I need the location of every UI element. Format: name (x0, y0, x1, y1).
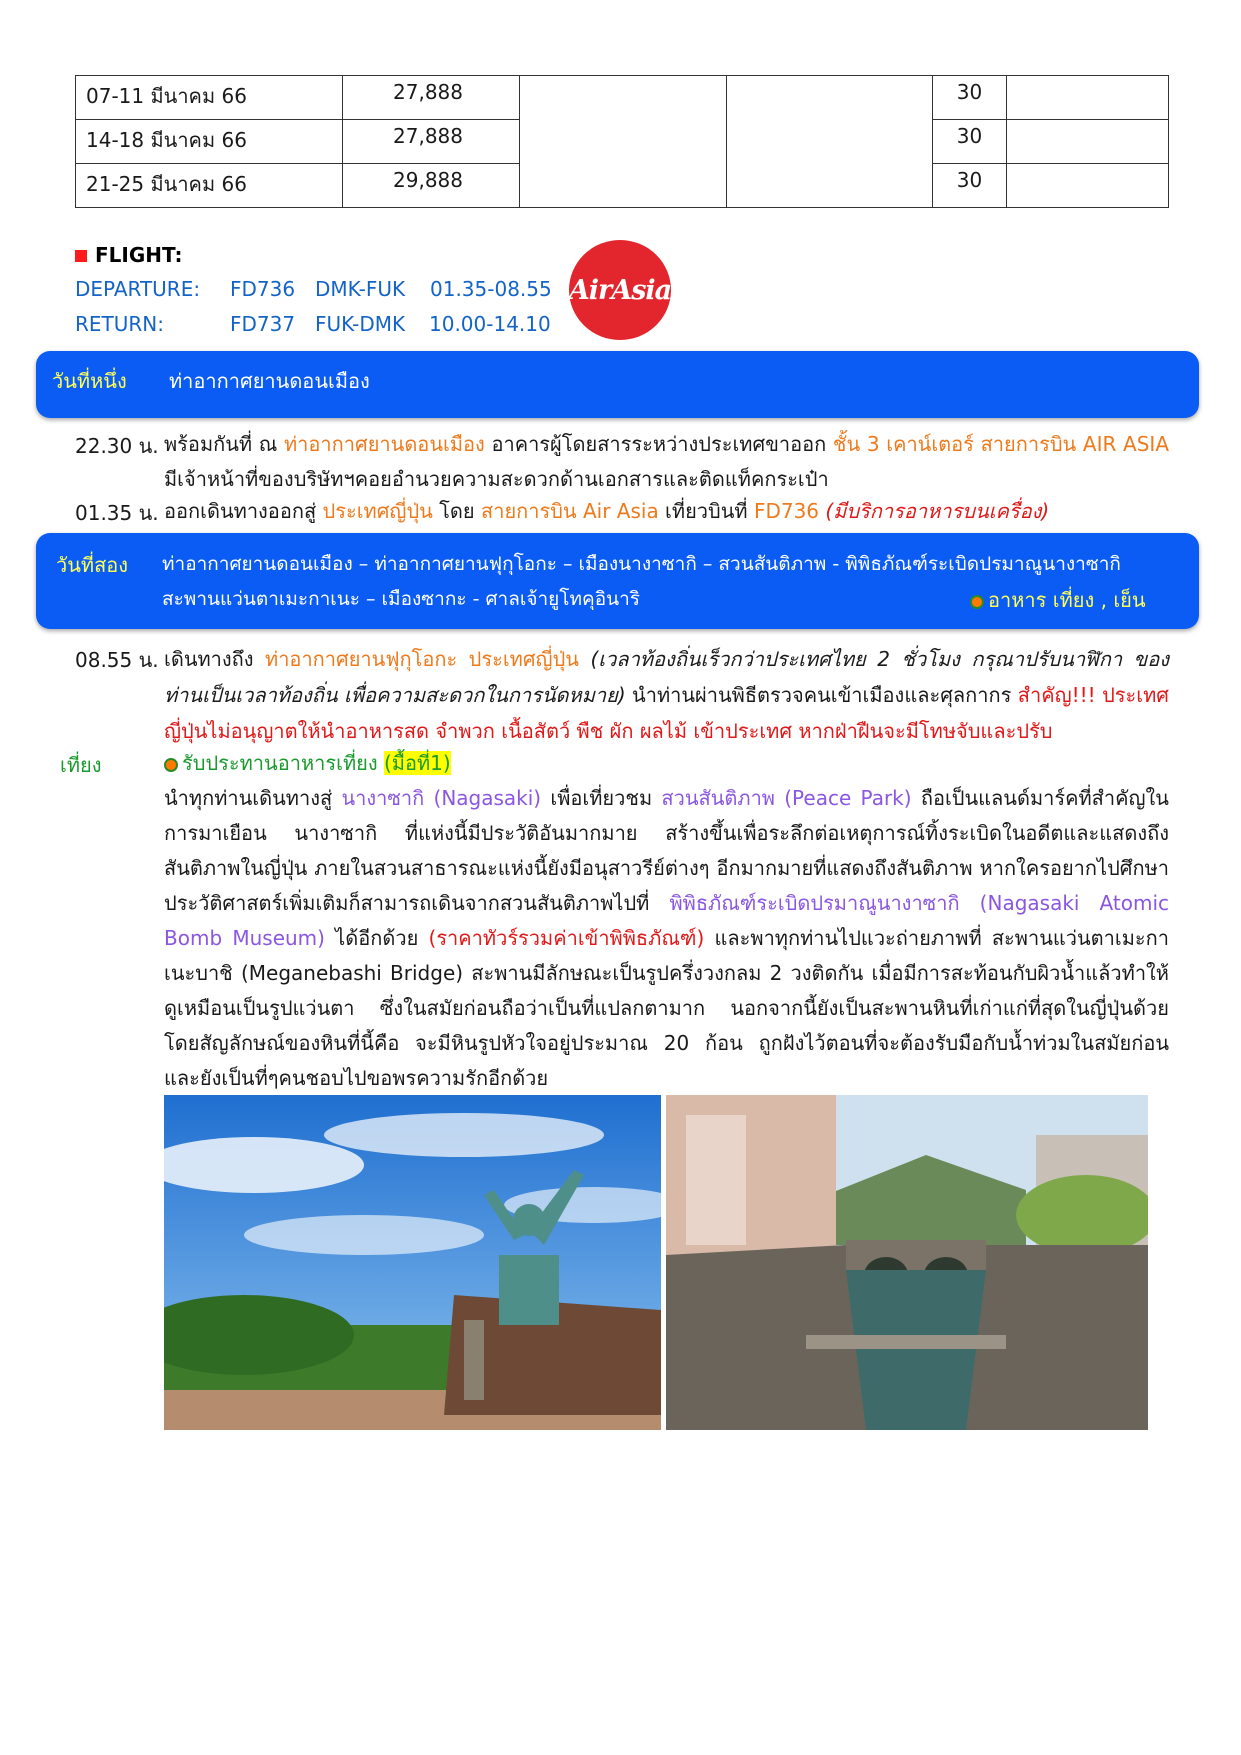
day2-title-line2: สะพานแว่นตาเมะกาเนะ – เมืองซากะ - ศาลเจ้ายูโทคุอินาริ (162, 588, 640, 610)
day1-title: ท่าอากาศยานดอนเมือง (169, 369, 370, 393)
day2-title-line1: ท่าอากาศยานดอนเมือง – ท่าอากาศยานฟุกุโอกะ – เมืองนางาซากิ – สวนสันติภาพ - พิพิธภัณฑ์ระเบิดปรมาณูนางาซากิ (162, 553, 1121, 575)
return-time: 10.00-14.10 (429, 312, 551, 336)
date-cell: 07-11 มีนาคม 66 (76, 76, 343, 120)
day1-banner (36, 351, 1199, 418)
status-cell (1007, 76, 1169, 120)
departure-route: DMK-FUK (315, 277, 406, 301)
itinerary-paragraph: เดินทางถึง ท่าอากาศยานฟุกุโอกะ ประเทศญี่ปุ่น (เวลาท้องถิ่นเร็วกว่าประเทศไทย 2 ชั่วโมง กรุณาปรับนาฬิกา ของท่านเป็นเวลาท้องถิ่น เพื่อความสะดวกในการนัดหมาย) นำท่านผ่านพิธีตรวจคนเข้าเมืองและศุลกากร สำคัญ!!! ประเทศญี่ปุ่นไม่อนุญาตให้นำอาหารสด จำพวก เนื้อสัตว์ พืช ผัก ผลไม้ เข้าประเทศ หากฝ่าฝืนจะมีโทษจับและปรับ (164, 647, 1170, 743)
day2-label: วันที่สอง (56, 553, 129, 577)
seats-cell: 30 (933, 164, 1007, 208)
merged-cell (520, 76, 727, 208)
time-label: 08.55 น. (75, 648, 159, 672)
time-label: 01.35 น. (75, 501, 159, 525)
departure-label: DEPARTURE: (75, 277, 201, 301)
departure-flight-no: FD736 (230, 277, 296, 301)
price-cell: 27,888 (343, 120, 520, 164)
return-flight-no: FD737 (230, 312, 296, 336)
lunch-time-label: เที่ยง (60, 753, 102, 777)
time-label: 22.30 น. (75, 434, 159, 458)
return-label: RETURN: (75, 312, 164, 336)
flight-heading: FLIGHT: (75, 243, 183, 267)
price-table (75, 75, 1169, 208)
status-cell (1007, 164, 1169, 208)
merged-cell (727, 76, 933, 208)
peace-park-photo (164, 1095, 661, 1430)
peace-park-illustration (164, 1095, 661, 1430)
price-cell: 29,888 (343, 164, 520, 208)
seats-cell: 30 (933, 76, 1007, 120)
bullet-square-icon (75, 250, 87, 262)
price-cell: 27,888 (343, 76, 520, 120)
table-row (76, 76, 1169, 120)
date-cell: 14-18 มีนาคม 66 (76, 120, 343, 164)
return-route: FUK-DMK (315, 312, 406, 336)
date-cell: 21-25 มีนาคม 66 (76, 164, 343, 208)
day2-meals: อาหาร เที่ยง , เย็น (970, 584, 1146, 616)
day1-label: วันที่หนึ่ง (52, 369, 127, 393)
day2-banner (36, 533, 1199, 629)
lunch-line: รับประทานอาหารเที่ยง (มื้อที่1) (164, 746, 1169, 781)
itinerary-paragraph: พร้อมกันที่ ณ ท่าอากาศยานดอนเมือง อาคารผู้โดยสารระหว่างประเทศขาออก ชั้น 3 เคาน์เตอร์ สายการบิน AIR ASIA มีเจ้าหน้าที่ของบริษัทฯคอยอำนวยความสะดวกด้านเอกสารและติดแท็คกระเป๋า (164, 432, 1169, 491)
itinerary-paragraph: ออกเดินทางออกสู่ ประเทศญี่ปุ่น โดย สายการบิน Air Asia เที่ยวบินที่ FD736 (มีบริการอาหารบนเครื่อง) (164, 499, 1050, 523)
meal-icon (970, 595, 984, 609)
seats-cell: 30 (933, 120, 1007, 164)
meal-number-badge: (มื้อที่1) (383, 751, 451, 775)
bridge-illustration (666, 1095, 1148, 1430)
meganebashi-bridge-photo (666, 1095, 1148, 1430)
description-paragraph: นำทุกท่านเดินทางสู่ นางาซากิ (Nagasaki) เพื่อเที่ยวชม สวนสันติภาพ (Peace Park) ถือเป็นแลนด์มาร์คที่สำคัญในการมาเยือน นางาซากิ ที่แห่งนี้มีประวัติอันมากมาย สร้างขึ้นเพื่อระลึกต่อเหตุการณ์ทิ้งระเบิดในอดีตและแสดงถึงสันติภาพในญี่ปุ่น ภายในสวนสาธารณะแห่งนี้ยังมีอนุสาวรีย์ต่างๆ อีกมากมายที่แสดงถึงสันติภาพ หากใครอยากไปศึกษาประวัติศาสตร์เพิ่มเติมก็สามารถเดินจากสวนสันติภาพไปที่ พิพิธภัณฑ์ระเบิดปรมาณูนางาซากิ (Nagasaki Atomic Bomb Museum) ได้อีกด้วย (ราคาทัวร์รวมค่าเข้าพิพิธภัณฑ์) และพาทุกท่านไปแวะถ่ายภาพที่ สะพานแว่นตาเมะกาเนะบาชิ (Meganebashi Bridge) สะพานมีลักษณะเป็นรูปครึ่งวงกลม 2 วงติดกัน เมื่อมีการสะท้อนกับผิวน้ำแล้วทำให้ดูเหมือนเป็นรูปแว่นตา ซึ่งในสมัยก่อนถือว่าเป็นที่แปลกตามาก นอกจากนี้ยังเป็นสะพานหินที่เก่าแก่ที่สุดในญี่ปุ่นด้วย โดยสัญลักษณ์ของหินที่นี้คือ จะมีหินรูปหัวใจอยู่ประมาณ 20 ก้อน ถูกฝังไว้ตอนที่จะต้องรับมือกับน้ำท่วมในสมัยก่อน และยังเป็นที่ๆคนชอบไปขอพรความรักอีกด้วย (164, 786, 1169, 1090)
status-cell (1007, 120, 1169, 164)
airasia-logo: AirAsia (569, 240, 671, 340)
meal-icon (164, 758, 178, 772)
departure-time: 01.35-08.55 (430, 277, 552, 301)
